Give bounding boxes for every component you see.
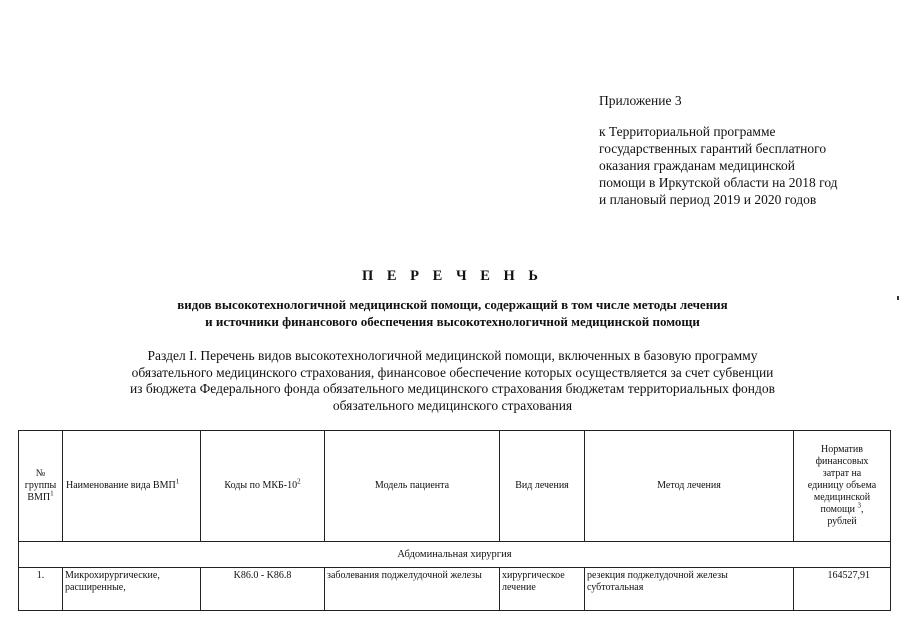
cell-text: хирургическое	[502, 570, 565, 581]
footnote-mark: 1	[175, 477, 180, 486]
cell-patient-model: заболевания поджелудочной железы	[325, 568, 500, 611]
footnote-mark: 3	[857, 501, 862, 510]
cell-cost-norm: 164527,91	[794, 568, 891, 611]
section-line: обязательного медицинского страхования	[332, 397, 573, 413]
header-text: медицинской	[813, 492, 871, 503]
header-group-number	[19, 431, 63, 542]
table-row	[19, 568, 891, 611]
section-title: Абдоминальная хирургия	[19, 542, 891, 568]
appendix-line: и плановый период 2019 и 2020 годов	[599, 192, 817, 207]
header-text: группы	[24, 480, 57, 491]
header-text: ВМП	[27, 492, 51, 503]
cell-treatment-method	[585, 568, 794, 611]
cell-text: резекция поджелудочной железы	[587, 570, 728, 581]
header-text: Метод лечения	[657, 480, 721, 491]
header-text: Вид лечения	[515, 480, 569, 491]
appendix-title: Приложение 3	[599, 93, 682, 108]
header-text: затрат на	[822, 468, 862, 479]
appendix-block	[599, 92, 899, 208]
section-line: из бюджета Федерального фонда обязательного медицинского страхования бюджетам территориальных фондов	[129, 381, 776, 396]
section-line: Раздел I. Перечень видов высокотехнологичной медицинской помощи, включенных в базовую программу	[147, 348, 758, 363]
header-text: рублей	[827, 516, 857, 527]
appendix-line: помощи в Иркутской области на 2018 год	[599, 175, 838, 190]
header-cost-norm	[794, 431, 891, 542]
cell-vmp-name	[63, 568, 201, 611]
cell-text: Микрохирургические,	[65, 570, 160, 581]
header-text: финансовых	[815, 456, 869, 467]
cell-text: субтотальная	[587, 582, 644, 593]
header-text: единицу объема	[807, 480, 877, 491]
cell-text: расширенные,	[65, 582, 126, 593]
header-text: №	[35, 468, 46, 479]
header-text: Наименование вида ВМП	[66, 480, 176, 491]
subtitle-line: и источники финансового обеспечения высокотехнологичной медицинской помощи	[205, 314, 700, 329]
header-treatment-method	[585, 431, 794, 542]
header-text	[796, 501, 888, 516]
appendix-line: оказания гражданам медицинской	[599, 158, 796, 173]
cell-group-number: 1.	[19, 568, 63, 611]
subtitle-line: видов высокотехнологичной медицинской помощи, содержащий в том числе методы лечения	[177, 297, 728, 312]
header-patient-model	[325, 431, 500, 542]
table-header-row	[19, 431, 891, 542]
header-treatment-type	[500, 431, 585, 542]
appendix-line: государственных гарантий бесплатного	[599, 141, 827, 156]
header-text: помощи	[820, 504, 856, 515]
header-text: Норматив	[821, 444, 863, 455]
header-vmp-name	[63, 431, 201, 542]
table-section-row	[19, 542, 891, 568]
section-line: обязательного медицинского страхования, финансовое обеспечение которых осуществляется за счет субвенции	[131, 364, 774, 380]
header-text: Коды по МКБ-10	[224, 480, 298, 491]
cell-text: лечение	[502, 582, 536, 593]
header-text	[21, 489, 60, 504]
cell-icd-codes: K86.0 - K86.8	[201, 568, 325, 611]
header-text: ,	[861, 504, 864, 515]
cell-treatment-type	[500, 568, 585, 611]
scan-mark	[897, 296, 899, 300]
appendix-line: к Территориальной программе	[599, 124, 776, 139]
header-text: Модель пациента	[374, 480, 450, 491]
section-heading	[0, 348, 905, 414]
vmp-table	[18, 430, 891, 611]
footnote-mark: 1	[50, 489, 54, 498]
document-title: П Е Р Е Ч Е Н Ь	[361, 268, 544, 284]
header-icd-codes	[201, 431, 325, 542]
document-subtitle	[0, 296, 905, 330]
footnote-mark: 2	[297, 477, 301, 486]
